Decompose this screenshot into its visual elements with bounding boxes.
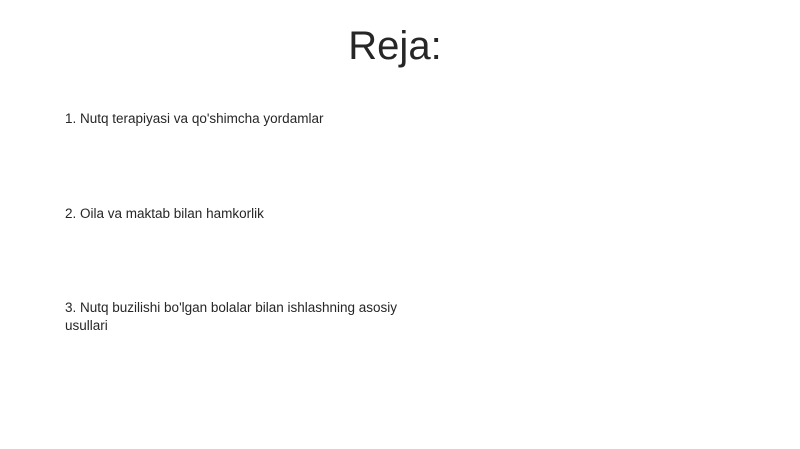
plan-item-2: 2. Oila va maktab bilan hamkorlik (65, 206, 264, 221)
slide-title: Reja: (348, 24, 442, 68)
plan-item-3: 3. Nutq buzilishi bo'lgan bolalar bilan ishlashning asosiy usullari (65, 300, 398, 333)
plan-item-1: 1. Nutq terapiyasi va qo'shimcha yordamlar (65, 111, 324, 126)
